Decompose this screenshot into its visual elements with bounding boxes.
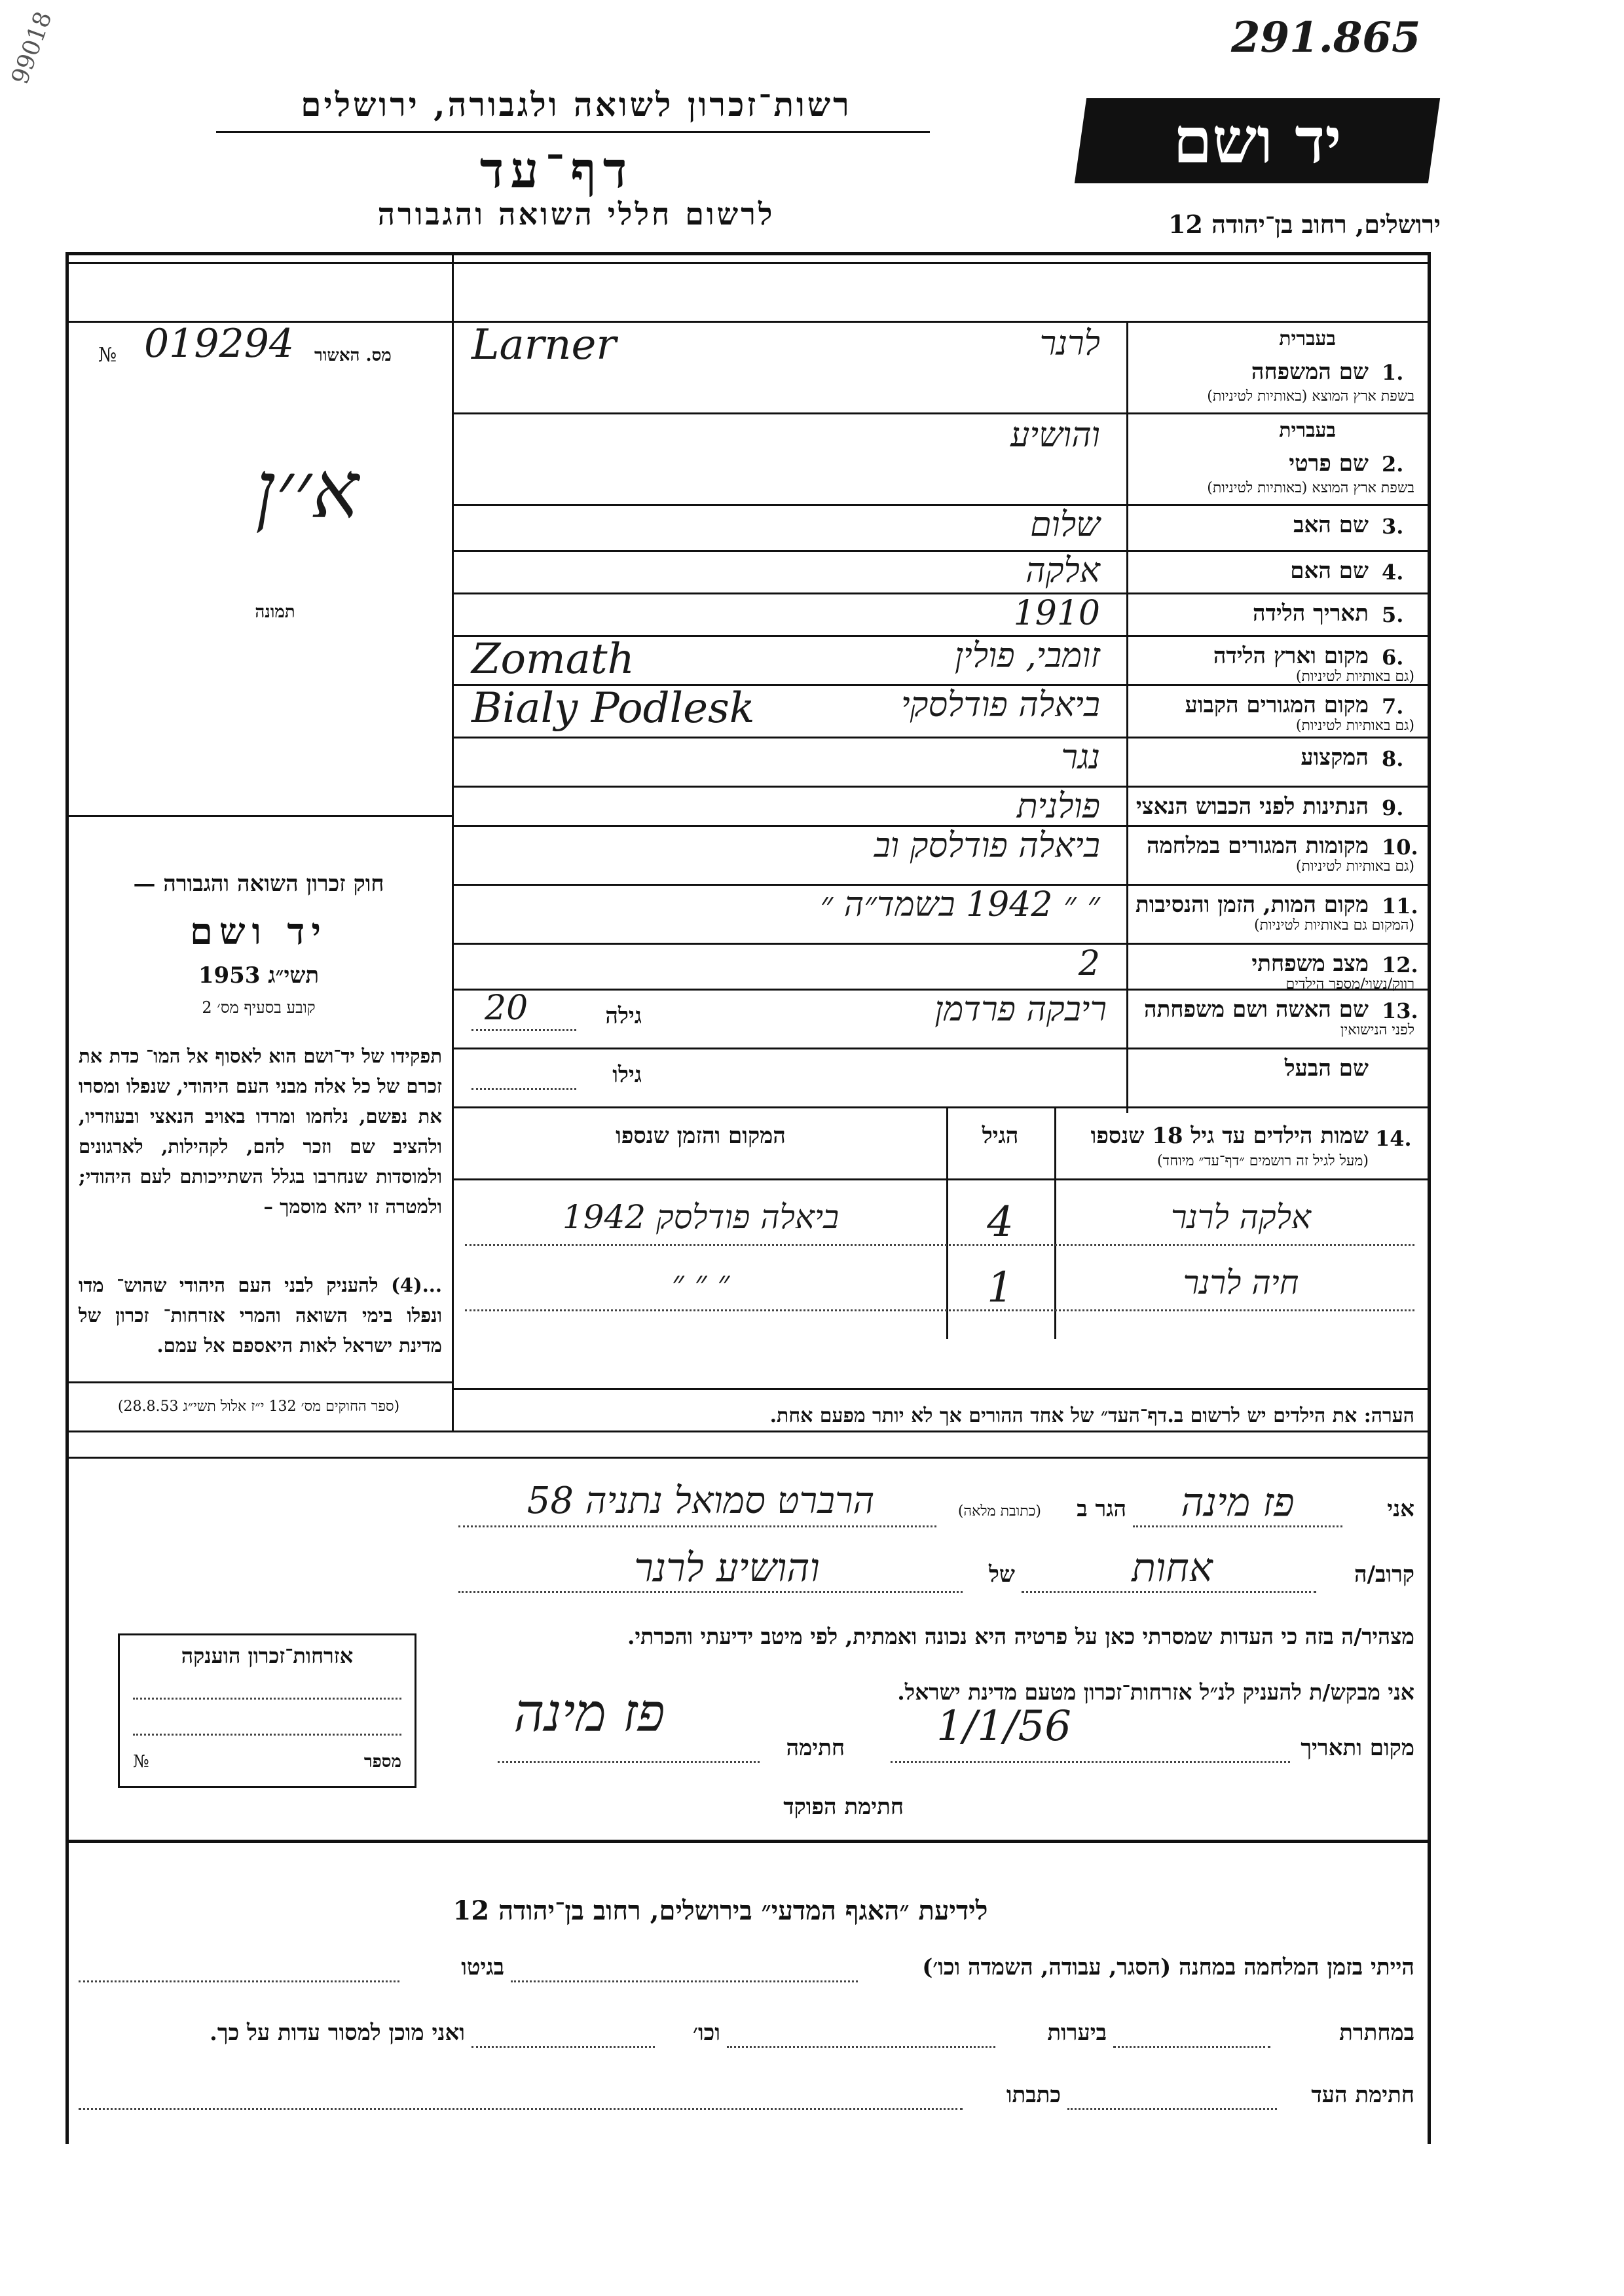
field-sub-label: בשפת ארץ המוצא (באותיות לטיניות) [1207, 388, 1414, 405]
field-label: מקום וארץ הלידה [1213, 643, 1369, 669]
children-col-age-right [1054, 1106, 1056, 1339]
bottom-line3-dots-2 [79, 2108, 963, 2110]
field-label: שם הבעל [1284, 1055, 1369, 1082]
top-reference-number: 291.865 [1231, 13, 1421, 62]
bottom-line1-end [79, 1980, 399, 1982]
field-value-hebrew: לרנר [1039, 324, 1100, 363]
labels-divider [1126, 321, 1128, 1113]
bottom-line3-b: כתבתו [1006, 2082, 1061, 2108]
field-label: שם המשפחה [1251, 359, 1369, 385]
law-section: קובע בסעיף מס׳ 2 [202, 998, 316, 1017]
approval-label: מס. האשור [314, 346, 392, 365]
field-sub-label: (גם באותיות לטיניות) [1295, 668, 1414, 685]
field-number: 9. [1382, 795, 1404, 820]
place-date-label: מקום ותאריך [1301, 1735, 1414, 1761]
left-panel-divider [452, 252, 454, 1430]
children-num: 14. [1375, 1126, 1412, 1151]
bottom-line2-a: במחתרת [1339, 2020, 1414, 2046]
field-sub-label: רווק/נשוי/מספר הילדים [1285, 976, 1414, 993]
children-row-line [465, 1244, 1414, 1246]
relation-value: אחות [1132, 1545, 1213, 1591]
of-label: של [989, 1561, 1015, 1588]
declarant-address-line [458, 1525, 936, 1527]
note-bottom-line-2 [65, 1457, 1428, 1459]
field-row-line [452, 412, 1428, 414]
children-header-place: המקום והזמן שנספו [616, 1123, 786, 1149]
field-value-hebrew: נגר [1061, 738, 1100, 777]
field-value-hebrew: ריבקה פרדמן [934, 990, 1107, 1029]
field-row-line [452, 1048, 1428, 1049]
law-bottom-line [65, 1381, 452, 1383]
approval-prefix: № [98, 344, 117, 367]
yad-vashem-logo [1075, 98, 1440, 183]
field-label: תאריך הלידה [1252, 600, 1369, 627]
law-title: חוק זכרון השואה והגבורה — [133, 871, 384, 897]
law-text-2: ...(4) להעניק לבני העם היהודי שהוש־ מדו ונפלו בימי השואה והמרי אזרחות־ זכרון של מדינת ישראל לאות היאספם אל עמם. [79, 1274, 442, 1357]
photo-bottom-line [65, 815, 452, 817]
note-text: הערה: את הילדים יש לרשום ב.דף־העד״ של אחד ההורים אך לא יותר מפעם אחת. [769, 1404, 1414, 1427]
header-address: ירושלים, רחוב בן־יהודה 12 [1168, 210, 1441, 239]
of-line [458, 1591, 963, 1593]
field-label: המקצוע [1301, 744, 1369, 771]
field-sub-label: (המקום גם באותיות לטיניות) [1254, 917, 1414, 934]
photo-label: תמונה [255, 602, 295, 622]
children-age: 1 [987, 1264, 1014, 1312]
field-value-hebrew: והושיע [1010, 416, 1100, 455]
photo-stamp: א׳׳ן [255, 445, 360, 536]
field-value-hebrew: ביאלה פודלסק וב [874, 826, 1100, 866]
field-value-latin: Larner [471, 321, 616, 369]
of-name: והושיע לרנר [634, 1545, 820, 1591]
bottom-section-line [65, 1840, 1428, 1843]
bottom-line1-dots [511, 1980, 858, 1982]
children-header-line [452, 1178, 1428, 1180]
children-header-names-sub: (מעל לגיל זה רושמים ״דף־עד״ מיוחד) [1156, 1153, 1369, 1169]
official-signature-label: חתימת הפוקד [783, 1794, 904, 1820]
field-number: 2. [1382, 452, 1404, 477]
field-label: שם פרטי [1289, 450, 1369, 477]
field-sub-label: בשפת ארץ המוצא (באותיות לטיניות) [1207, 480, 1414, 496]
field-sub-label: לפני הנישואין [1340, 1022, 1414, 1038]
children-place: ביאלה פודלסק 1942 [562, 1198, 840, 1236]
signature-line [498, 1761, 760, 1763]
form-title: דף־עד [479, 141, 634, 199]
approval-number: 019294 [144, 321, 295, 367]
signature-label: חתימה [786, 1735, 845, 1761]
field-value-hebrew: שלום [1030, 505, 1100, 545]
field-value-hebrew: אלקה [1025, 551, 1100, 591]
field-label: מקומות המגורים במלחמה [1146, 833, 1369, 859]
note-bottom-line [65, 1430, 1428, 1432]
declarant-name-line [1133, 1525, 1342, 1527]
field-label: הנתינות לפני הכבוש הנאצי [1135, 793, 1369, 820]
relation-label: קרוב/ה [1354, 1561, 1414, 1588]
bottom-line1-b: בגיטו [461, 1954, 504, 1980]
authority-title: רשות־זכרון לשואה ולגבורה, ירושלים [301, 85, 852, 124]
field-number: 4. [1382, 560, 1404, 585]
bottom-line2-b: ביערות [1047, 2020, 1107, 2046]
children-place: ״ ״ ״ [671, 1264, 730, 1302]
place-date-line [891, 1761, 1290, 1763]
field-label: שם האב [1293, 512, 1369, 538]
bottom-line1-a: הייתי בזמן המלחמה במחנה (הסגר, עבודה, השמדה וכו׳) [922, 1954, 1414, 1980]
field-value-hebrew: פולנית [1016, 787, 1100, 826]
children-header-age: הגיל [982, 1123, 1019, 1149]
declaration-text: מצהיר/ה בזה כי העדות שמסרתי כאן על פרטיה היא נכונה ואמתית, לפי מיטב ידיעתי והכרתי. [627, 1624, 1414, 1649]
field-number: 5. [1382, 602, 1404, 627]
date-value: 1/1/56 [936, 1702, 1071, 1751]
field-number: 10. [1382, 835, 1418, 860]
field-sub-label: (גם באותיות לטיניות) [1295, 858, 1414, 875]
field-label: שם האשה ושם משפחתה [1144, 996, 1369, 1023]
field-value-hebrew: ביאלה פודלסקי [901, 685, 1100, 725]
law-name: יד ושם [189, 910, 328, 953]
field-value-hebrew: ״ ״ 1942 בשמד״ה ״ [820, 885, 1100, 924]
children-name: אלקה לרנר [1170, 1198, 1312, 1236]
children-age: 4 [987, 1198, 1014, 1247]
declarant-name: פז מינה [1181, 1480, 1295, 1525]
bottom-line2-dots-2 [727, 2046, 995, 2048]
citizenship-box [118, 1633, 416, 1788]
field-number: 8. [1382, 746, 1404, 771]
field-language-label: בעברית [1279, 327, 1336, 350]
field-value-hebrew: זומבי, פולין [954, 636, 1100, 676]
field-number: 3. [1382, 514, 1404, 539]
signature-value: פז מינה [513, 1683, 665, 1743]
field-age-line [471, 1029, 576, 1031]
field-label: מקום המגורים הקבוע [1185, 692, 1369, 718]
children-header-names: שמות הילדים עד גיל 18 שנספו [1090, 1123, 1369, 1149]
children-name: חיה לרנר [1183, 1264, 1299, 1302]
children-row-line [465, 1309, 1414, 1311]
bottom-line3-a: חתימת העד [1311, 2082, 1414, 2108]
field-number: 11. [1382, 894, 1418, 919]
relation-line [1022, 1591, 1316, 1593]
bottom-title: לידיעת ״האגף המדעי״ בירושלים, רחוב בן־יהודה 12 [452, 1895, 988, 1926]
authority-underline [216, 131, 930, 133]
field-number: 13. [1382, 998, 1418, 1023]
field-number: 7. [1382, 694, 1404, 719]
declarant-residing: הגר ב [1077, 1496, 1126, 1522]
field-language-label: בעברית [1279, 419, 1336, 442]
field-sub-label: (גם באותיות לטיניות) [1295, 718, 1414, 734]
bottom-line2-dots-3 [471, 2046, 655, 2048]
frame-top [65, 252, 1428, 255]
citizenship-number-prefix: № [133, 1752, 149, 1772]
bottom-line2-d: ואני מוכן למסור עדות על כך. [210, 2020, 465, 2046]
children-top-line [452, 1106, 1428, 1108]
field-age-line [471, 1088, 576, 1090]
note-top-line [452, 1388, 1428, 1390]
field-value-latin: Zomath [471, 635, 635, 683]
citizenship-title: אזרחות־זכרון הוענקה [181, 1643, 354, 1668]
bottom-line3-dots-1 [1067, 2108, 1277, 2110]
frame-left [65, 252, 69, 2144]
citizenship-number-label: מספר [363, 1752, 401, 1772]
request-text: אני מבקש/ת להעניק לנ״ל אזרחות־זכרון מטעם מדינת ישראל. [897, 1679, 1414, 1705]
field-label: מצב משפחתי [1251, 951, 1369, 977]
law-text-1: תפקידו של יד־ושם הוא לאסוף אל המו־ כדת את זכרם של כל אלה מבני העם היהודי, שנפלו ומסרו את נפשם, נלחמו ומרדו באויב הנאצי ובעוזריו, ולהציב שם וזכר להם, לקהילות, לארגונים ולמוסדות שנחרבו בגלל השתייכותם לעם היהודי; ולמטרה זו יהא מוסמך – [79, 1045, 442, 1218]
frame-top-2 [65, 262, 1428, 264]
frame-right [1428, 252, 1431, 2144]
field-label: שם האם [1290, 558, 1369, 584]
form-subtitle: לרשום חללי השואה והגבורה [377, 196, 775, 232]
field-number: 1. [1382, 360, 1404, 385]
field-number: 12. [1382, 953, 1418, 977]
field-value-hebrew: 1910 [1013, 594, 1100, 633]
bottom-line2-c: וכו׳ [693, 2020, 720, 2046]
field-age-value: 20 [485, 989, 528, 1028]
law-year: תשי״ג 1953 [198, 962, 320, 989]
law-reference: (ספר החוקים מס׳ 132 י״ז אלול תשי״ג 28.8.53) [117, 1398, 400, 1415]
logo-text: יד ושם [1173, 103, 1342, 177]
children-col-age-left [946, 1106, 948, 1339]
field-age-label: גילה [605, 1003, 642, 1029]
field-value-hebrew: 2 [1078, 944, 1100, 983]
field-age-label: גילו [612, 1062, 642, 1088]
corner-stamp: 99018 [7, 8, 58, 88]
bottom-line2-dots-1 [1113, 2046, 1270, 2048]
field-label: מקום המות, הזמן והנסיבות [1135, 892, 1369, 918]
declarant-ani: אני [1387, 1496, 1414, 1522]
field-value-latin: Bialy Podlesk [471, 684, 755, 733]
declarant-residing-sub: (כתובת מלאה) [957, 1503, 1041, 1520]
declarant-address: הרברט סמואל נתניה 58 [526, 1480, 875, 1522]
field-number: 6. [1382, 645, 1404, 670]
